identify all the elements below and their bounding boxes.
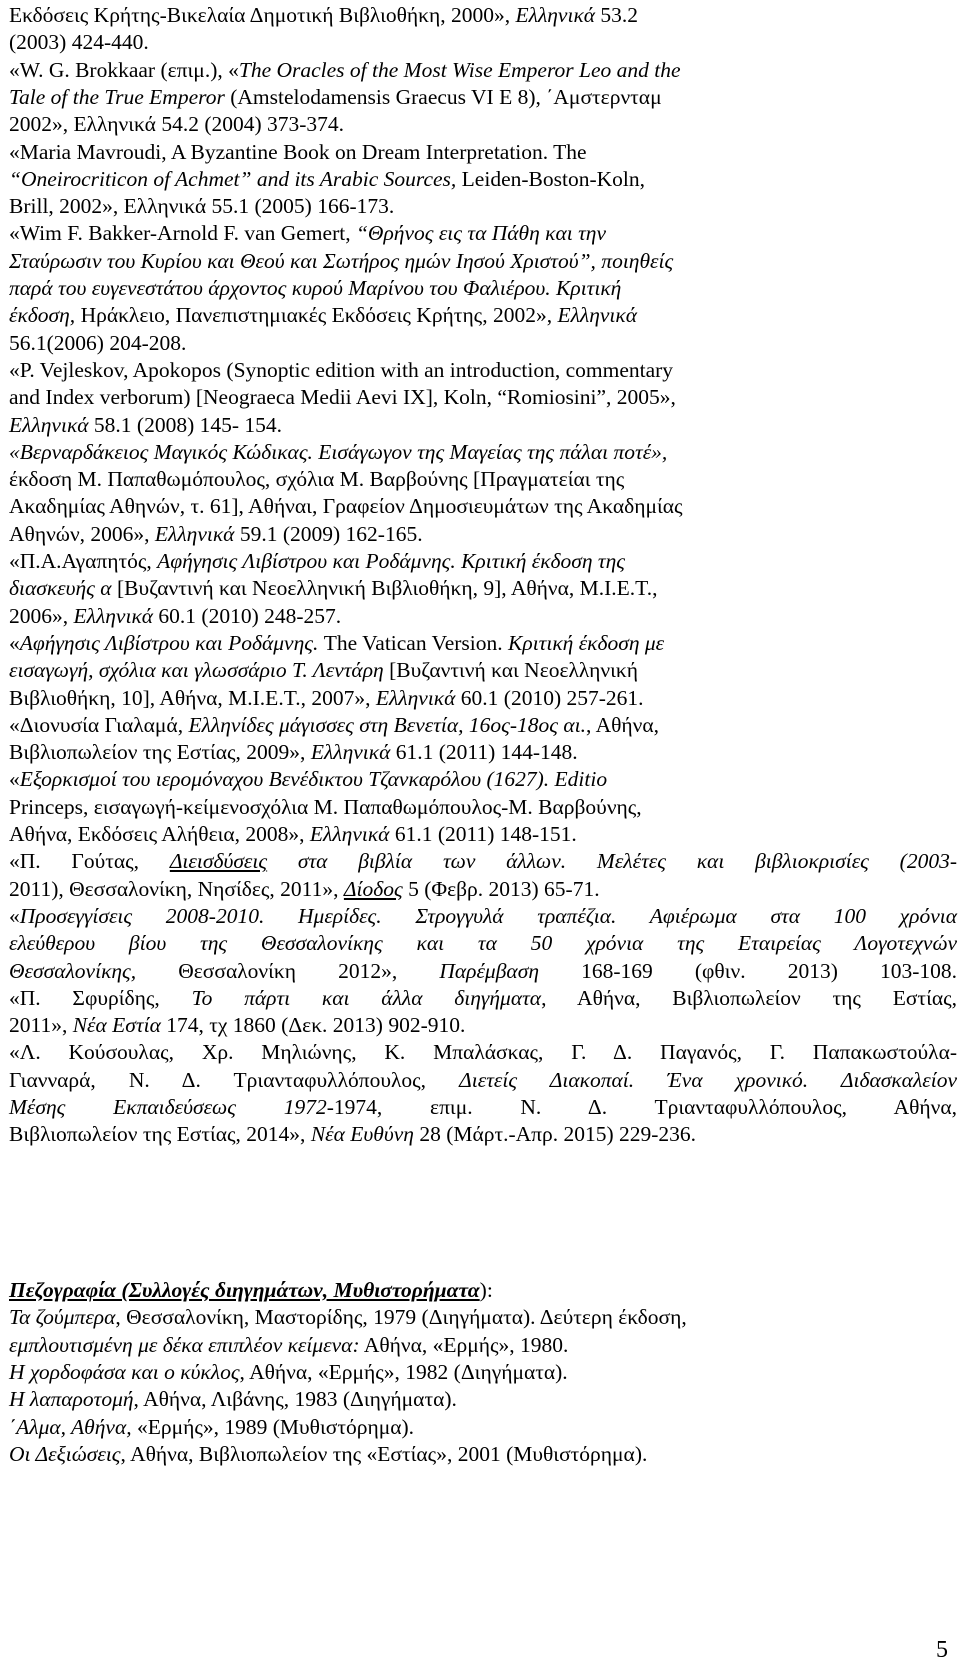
text-run: Ελληνικά <box>9 412 89 437</box>
text-run: (Amstelodamensis Graecus VI E 8), ΄Αμστερνταμ <box>224 84 662 109</box>
reference-line <box>9 302 637 329</box>
text-run: Εξορκισμοί του ιερομόναχου Βενέδικτου Τζανκαρόλου (1627). Editio <box>19 767 608 792</box>
reference-line <box>9 493 683 520</box>
text-run: Πεζογραφία (Συλλογές διηγημάτων, Μυθιστορήματα <box>9 1278 480 1302</box>
text-run: Princeps, εισαγωγή-κείμενοσχόλια Μ. Παπαθωμόπουλος-Μ. Βαρβούνης, <box>9 794 642 819</box>
text-run: «Βερναρδάκειος Μαγικός Κώδικας. Εισάγωγον της Μαγείας της πάλαι ποτέ», <box>9 439 668 464</box>
text-run: 60.1 (2010) 248-257. <box>153 603 342 628</box>
reference-line <box>9 876 600 903</box>
reference-line <box>9 739 578 766</box>
bibliography-line <box>9 1359 568 1386</box>
text-run: παρά του ευγενεστάτου άρχοντος κυρού Μαρίνου του Φαλιέρου. Κριτική <box>9 276 622 300</box>
text-run: 2002», Ελληνικά 54.2 (2004) 373-374. <box>9 112 345 137</box>
reference-line <box>9 1012 465 1039</box>
reference-line <box>9 384 676 411</box>
text-run: 2011», <box>9 1013 73 1038</box>
text-run: Παρέμβαση <box>439 958 539 983</box>
reference-line <box>9 111 344 138</box>
reference-line <box>9 29 149 56</box>
text-run: Ελληνικά <box>309 822 390 846</box>
reference-line <box>9 330 186 357</box>
text-run: «Π. Γούτας, <box>9 849 170 874</box>
text-run: « <box>9 630 20 655</box>
reference-line <box>9 139 587 166</box>
text-run: Αθήνα, «Ερμής», 1980. <box>359 1332 569 1357</box>
reference-line <box>9 521 423 548</box>
text-run: 174, τχ 1860 (Δεκ. 2013) 902-910. <box>160 1013 466 1038</box>
text-run: «W. G. Brokkaar (επιμ.), « <box>9 57 239 82</box>
text-run: Ελληνικά <box>375 685 456 710</box>
text-run: Ελληνικά <box>73 603 154 628</box>
reference-line <box>9 794 642 821</box>
reference-line <box>9 985 957 1012</box>
text-run: Βιβλιοθήκη, 10], Αθήνα, Μ.Ι.Ε.Τ., 2007», <box>9 685 376 710</box>
reference-line <box>9 275 621 302</box>
reference-line <box>9 57 681 84</box>
reference-line <box>9 193 394 220</box>
text-run: ΄Αλμα, Αθήνα, <box>9 1414 132 1439</box>
text-run: Ελληνίδες μάγισσες στη Βενετία, 16ος-18ος αι. <box>188 712 587 737</box>
text-run: «Διονυσία Γιαλαμά, <box>9 712 189 737</box>
text-run: Γιανναρά, Ν. Δ. Τριανταφυλλόπουλος, <box>9 1067 460 1092</box>
text-run: 2011), Θεσσαλονίκη, Νησίδες, 2011», <box>9 876 344 901</box>
reference-line <box>9 84 662 111</box>
text-run: 61.1 (2011) 144-148. <box>390 740 578 765</box>
reference-line <box>9 357 673 384</box>
reference-line <box>9 166 645 193</box>
text-run: 58.1 (2008) 145- 154. <box>88 412 283 437</box>
reference-line <box>9 2 638 29</box>
text-run: , Αθήνα, Βιβλιοπωλείον της «Εστίας», 2001 (Μυθιστόρημα). <box>120 1441 648 1466</box>
text-run: εμπλουτισμένη με δέκα επιπλέον κείμενα: <box>9 1332 360 1357</box>
text-run: Leiden-Boston-Koln, <box>456 166 645 191</box>
text-run: and Index verborum) [Neograeca Medii Aevi IX], Koln, “Romiosini”, 2005», <box>9 385 676 410</box>
reference-line <box>9 248 673 275</box>
text-run: Διετείς Διακοπαί. Ένα χρονικό. Διδασκαλείον <box>459 1067 957 1092</box>
text-run: “Θρήνος εις τα Πάθη και την <box>355 221 607 246</box>
text-run: 53.2 <box>595 3 639 27</box>
text-run: Θεσσαλονίκη 2012», <box>136 958 440 983</box>
text-run: Brill, 2002», Ελληνικά 55.1 (2005) 166-173. <box>9 194 395 219</box>
text-run: Το πάρτι και άλλα διηγήματα <box>191 985 542 1010</box>
text-run: Ελληνικά <box>310 740 391 765</box>
reference-line <box>9 712 659 739</box>
text-run: 61.1 (2011) 148-151. <box>389 822 577 846</box>
text-run: διασκευής α <box>9 576 112 601</box>
reference-line <box>9 848 957 875</box>
text-run: «Ερμής», 1989 (Μυθιστόρημα). <box>131 1414 415 1439</box>
reference-line <box>9 657 638 684</box>
bibliography-line <box>9 1277 493 1304</box>
text-run: Διεισδύσεις <box>169 849 268 874</box>
text-run: Ελληνικά <box>515 3 596 27</box>
text-run: ελεύθερου βίου της Θεσσαλονίκης και τα 50 χρόνια της Εταιρείας Λογοτεχνών <box>9 931 957 956</box>
text-run: , Αθήνα, Λιβάνης, 1983 (Διηγήματα). <box>133 1387 457 1412</box>
reference-line <box>9 439 667 466</box>
bibliography-line <box>9 1386 457 1413</box>
text-run: Ελληνικά <box>557 303 637 328</box>
text-run: 168-169 (φθιν. 2013) 103-108. <box>539 958 957 983</box>
text-run: ): <box>479 1278 493 1302</box>
reference-line <box>9 603 341 630</box>
text-run: «Wim F. Bakker-Arnold F. van Gemert, <box>9 221 356 246</box>
text-run: Νέα Εστία <box>72 1013 161 1038</box>
bibliography-line <box>9 1332 568 1359</box>
text-run: Αφήγησις Λιβίστρου και Ροδάμνης. <box>19 630 319 655</box>
text-run: Αθηνών, 2006», <box>9 521 155 546</box>
text-run: «Λ. Κούσουλας, Χρ. Μηλιώνης, Κ. Μπαλάσκας, Γ. Δ. Παγανός, Γ. Παπακωστούλα- <box>9 1040 957 1065</box>
reference-line <box>9 575 657 602</box>
text-run: , Αθήνα, Βιβλιοπωλείον της Εστίας, <box>541 985 958 1010</box>
text-run: Νέα Ευθύνη <box>310 1122 414 1147</box>
text-run: Θεσσαλονίκης, <box>9 958 137 983</box>
text-run: [Βυζαντινή και Νεοελληνική <box>383 658 638 683</box>
text-run: , Θεσσαλονίκη, Μαστορίδης, 1979 (Διηγήματα). Δεύτερη έκδοση, <box>115 1305 687 1330</box>
text-run: εισαγωγή, σχόλια και γλωσσάριο Τ. Λεντάρη <box>9 658 384 683</box>
text-run: Δίοδος <box>343 876 403 901</box>
text-run: Βιβλιοπωλείον της Εστίας, 2009», <box>9 740 311 765</box>
reference-line <box>9 1121 696 1148</box>
reference-line <box>9 685 644 712</box>
text-run: 60.1 (2010) 257-261. <box>455 685 644 710</box>
text-run: , Αθήνα, <box>586 712 660 737</box>
text-run: “Oneirocriticon of Achmet” and its Arabic Sources, <box>9 166 457 191</box>
reference-line <box>9 766 607 793</box>
reference-line <box>9 548 625 575</box>
text-run: -1974, επιμ. Ν. Δ. Τριανταφυλλόπουλος, Αθήνα, <box>326 1095 957 1119</box>
reference-line <box>9 1094 957 1121</box>
text-run: Ελληνικά <box>154 521 235 546</box>
reference-line <box>9 1067 957 1094</box>
reference-line <box>9 821 577 848</box>
text-run: Οι Δεξιώσεις <box>9 1441 121 1466</box>
text-run: έκδοση Μ. Παπαθωμόπουλος, σχόλια Μ. Βαρβούνης [Πραγματείαι της <box>9 467 625 492</box>
text-run: Κριτική έκδοση με <box>508 630 665 655</box>
text-run: [Βυζαντινή και Νεοελληνική Βιβλιοθήκη, 9], Αθήνα, Μ.Ι.Ε.Τ., <box>111 576 658 601</box>
text-run: «Π.Α.Αγαπητός, <box>9 549 158 573</box>
text-run: 2006», <box>9 603 74 628</box>
reference-line <box>9 466 624 493</box>
text-run: Εκδόσεις Κρήτης-Βικελαία Δημοτική Βιβλιοθήκη, 2000», <box>9 3 516 27</box>
bibliography-line <box>9 1414 414 1441</box>
text-run: Ηράκλειο, Πανεπιστημιακές Εκδόσεις Κρήτης, 2002», <box>75 303 558 328</box>
text-run: έκδοση, <box>9 303 76 328</box>
text-run: 28 (Μάρτ.-Απρ. 2015) 229-236. <box>413 1122 697 1147</box>
text-run: Μέσης Εκπαιδεύσεως 1972 <box>9 1095 327 1119</box>
text-run: 56.1(2006) 204-208. <box>9 330 187 355</box>
text-run: (2003) 424-440. <box>9 30 149 55</box>
text-run: Αθήνα, Εκδόσεις Αλήθεια, 2008», <box>9 822 310 846</box>
bibliography-line <box>9 1304 687 1331</box>
reference-line <box>9 958 957 985</box>
text-run: 59.1 (2009) 162-165. <box>234 521 423 546</box>
reference-line <box>9 903 957 930</box>
text-run: «P. Vejleskov, Apokopos (Synoptic edition with an introduction, commentary <box>9 357 674 382</box>
bibliography-line <box>9 1441 647 1468</box>
text-run: « <box>9 903 20 928</box>
page-number: 5 <box>936 1637 948 1663</box>
text-run: The Vatican Version. <box>318 630 509 655</box>
reference-line <box>9 1039 957 1066</box>
text-run: στα βιβλία των άλλων. Μελέτες και βιβλιοκρισίες (2003- <box>267 849 957 874</box>
text-run: «Π. Σφυρίδης, <box>9 985 192 1010</box>
text-run: Σταύρωσιν του Κυρίου και Θεού και Σωτήρος ημών Ιησού Χριστού”, ποιηθείς <box>9 248 674 273</box>
reference-line <box>9 630 664 657</box>
text-run: Προσεγγίσεις 2008-2010. Ημερίδες. Στρογγυλά τραπέζια. Αφιέρωμα στα 100 χρόνια <box>19 903 957 928</box>
reference-line <box>9 220 606 247</box>
text-run: Βιβλιοπωλείον της Εστίας, 2014», <box>9 1122 311 1147</box>
text-run: Ακαδημίας Αθηνών, τ. 61], Αθήναι, Γραφείον Δημοσιευμάτων της Ακαδημίας <box>9 494 683 519</box>
text-run: « <box>9 767 20 792</box>
text-run: Tale of the True Emperor <box>9 84 225 109</box>
text-run: 5 (Φεβρ. 2013) 65-71. <box>402 876 600 901</box>
reference-line <box>9 930 957 957</box>
text-run: Η χορδοφάσα και ο κύκλος <box>9 1359 240 1384</box>
text-run: Αφήγησις Λιβίστρου και Ροδάμνης. Κριτική έκδοση της <box>157 549 626 573</box>
text-run: Τα ζούμπερα <box>9 1305 116 1330</box>
text-run: The Oracles of the Most Wise Emperor Leo and the <box>238 57 681 82</box>
text-run: «Maria Mavroudi, A Byzantine Book on Dream Interpretation. The <box>9 139 587 164</box>
reference-line <box>9 412 282 439</box>
text-run: , Αθήνα, «Ερμής», 1982 (Διηγήματα). <box>239 1359 568 1384</box>
text-run: Η λαπαροτομή <box>9 1387 134 1412</box>
